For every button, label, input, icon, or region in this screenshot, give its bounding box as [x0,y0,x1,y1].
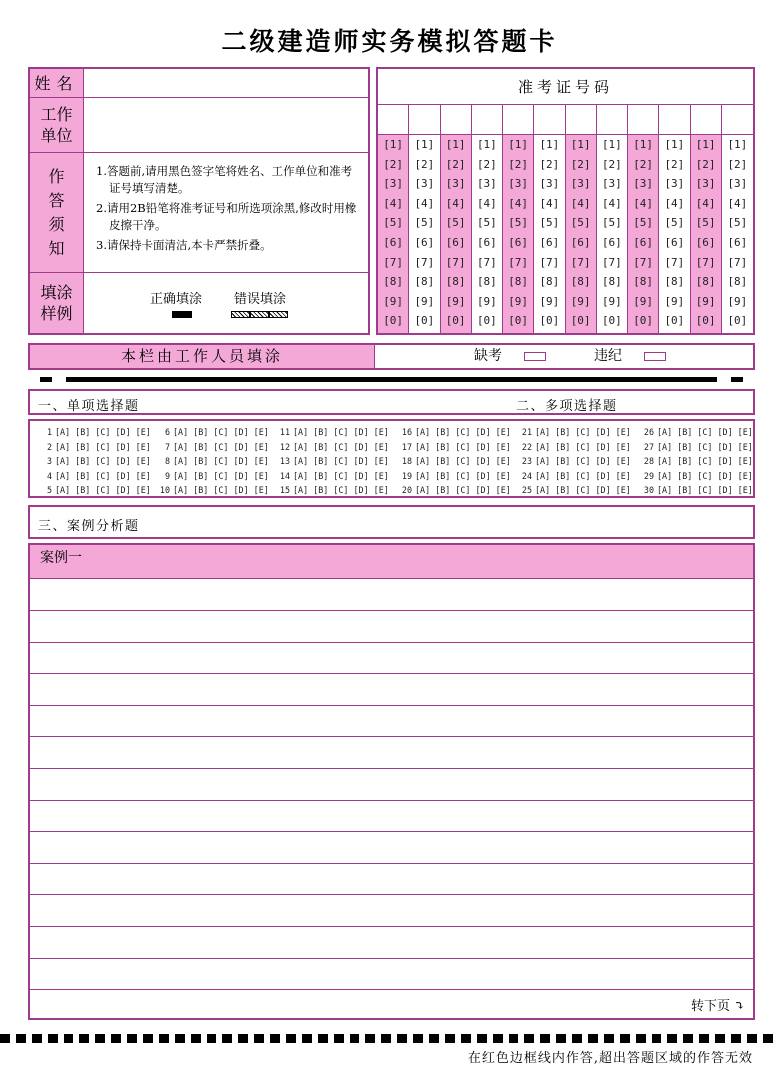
option-bubbles[interactable]: [A] [B] [C] [D] [E] [55,441,151,452]
exam-id-digit-bubble[interactable]: [3] [383,177,404,191]
note-3: 3.请保持卡面清洁,本卡严禁折叠。 [96,238,272,252]
exam-id-digit-bubble[interactable]: [1] [695,138,716,151]
option-bubbles[interactable]: [A] [B] [C] [D] [E] [293,427,389,437]
exam-id-column[interactable] [691,105,722,333]
note-1: 1.答题前,请用黑色签字笔将姓名、工作单位和准考证号填写清楚。 [96,164,353,195]
answer-line[interactable] [30,736,753,737]
notice-label: 作 答 须 知 [30,153,84,272]
choice-question[interactable] [276,485,389,495]
correct-fill-label: 正确填涂 [150,292,203,307]
staff-label: 本栏由工作人员填涂 [30,345,375,368]
answer-line[interactable] [30,610,753,611]
option-bubbles[interactable]: [A] [B] [C] [D] [E] [415,456,511,466]
question-number: 26 [643,427,654,437]
exam-id-digit-bubble[interactable]: [2] [727,157,748,171]
exam-id-column[interactable] [628,105,659,333]
violation-label: 违纪 [594,348,622,364]
question-number: 10 [159,485,170,495]
choice-question[interactable] [156,471,269,481]
exam-id-column[interactable] [534,105,565,333]
exam-id-digit-bubble[interactable]: [6] [695,235,716,249]
exam-id-write-cell[interactable] [441,105,471,135]
exam-id-digit-bubble[interactable]: [0] [695,314,716,328]
option-bubbles[interactable]: [A] [B] [C] [D] [E] [293,441,389,452]
question-number: 27 [643,441,654,452]
exam-id-digit-bubble[interactable]: [2] [476,157,497,171]
timing-mark [40,377,52,382]
exam-id-digit-bubble[interactable]: [4] [414,196,435,210]
choice-question[interactable] [276,456,389,466]
correct-fill-sample [172,311,192,318]
exam-id-digit-bubble[interactable]: [1] [383,138,404,151]
exam-id-digit-bubble[interactable]: [3] [414,177,435,191]
choice-question[interactable] [156,442,269,452]
exam-id-write-cell[interactable] [597,105,627,135]
name-row [30,69,368,98]
choice-question[interactable] [276,442,389,452]
exam-id-digit-bubble[interactable]: [3] [727,177,748,191]
exam-id-digit-bubble[interactable]: [7] [695,255,716,269]
exam-id-digit-bubble[interactable]: [6] [539,235,560,249]
answer-line[interactable] [30,989,753,990]
answer-line[interactable] [30,800,753,801]
exam-id-digit-bubble[interactable]: [0] [445,314,466,328]
choice-question[interactable] [518,485,631,495]
exam-id-column[interactable] [597,105,628,333]
timing-mark [731,377,743,382]
exam-id-digit-bubble[interactable]: [3] [539,177,560,191]
note-2: 2.请用2B铅笔将准考证号和所选项涂黑,修改时用橡皮擦干净。 [96,201,357,232]
exam-id-digit-bubble[interactable]: [9] [445,294,466,308]
exam-id-digit-bubble[interactable]: [2] [539,157,560,171]
option-bubbles[interactable]: [A] [B] [C] [D] [E] [173,470,269,481]
exam-id-digit-bubble[interactable]: [7] [727,255,748,269]
exam-id-digit-bubble[interactable]: [5] [570,216,591,230]
wrong-fill-sample [231,311,288,318]
name-label: 姓名 [30,69,84,97]
exam-id-digit-bubble[interactable]: [5] [695,216,716,230]
exam-id-write-cell[interactable] [722,105,753,135]
choice-question[interactable] [640,471,753,481]
exam-id-write-cell[interactable] [691,105,721,135]
exam-id-digit-bubble[interactable]: [1] [445,138,466,151]
exam-id-write-cell[interactable] [659,105,689,135]
exam-id-digit-bubble[interactable]: [2] [383,157,404,171]
choice-question[interactable] [156,485,269,495]
exam-id-digit-bubble[interactable]: [0] [601,314,622,328]
option-bubbles[interactable]: [A] [B] [C] [D] [E] [415,485,511,495]
exam-id-digit-bubble[interactable]: [4] [476,196,497,210]
exam-id-digit-bubble[interactable]: [6] [570,235,591,249]
choice-question[interactable] [38,442,151,452]
choice-question[interactable] [276,471,389,481]
choice-question[interactable] [640,456,753,466]
exam-id-digit-bubble[interactable]: [7] [633,255,654,269]
question-number: 25 [521,485,532,495]
exam-id-digit-bubble[interactable]: [5] [601,216,622,230]
exam-id-digit-bubble[interactable]: [8] [383,275,404,289]
option-bubbles[interactable]: [A] [B] [C] [D] [E] [657,441,753,452]
exam-id-digit-bubble[interactable]: [5] [508,216,529,230]
question-number: 3 [46,456,52,466]
choice-question[interactable] [398,485,511,495]
option-bubbles[interactable]: [A] [B] [C] [D] [E] [173,456,269,466]
choice-question[interactable] [38,456,151,466]
exam-id-digit-bubble[interactable]: [9] [633,294,654,308]
sample-row [30,273,368,333]
choice-question[interactable] [518,427,631,437]
exam-id-digit-bubble[interactable]: [8] [570,275,591,289]
choice-question[interactable] [640,427,753,437]
option-bubbles[interactable]: [A] [B] [C] [D] [E] [173,485,269,495]
case-section-head [28,505,755,539]
exam-id-digit-bubble[interactable]: [0] [383,314,404,328]
exam-id-digit-bubble[interactable]: [5] [445,216,466,230]
exam-id-digit-bubble[interactable]: [4] [664,196,685,210]
question-number: 14 [279,470,290,481]
option-bubbles[interactable]: [A] [B] [C] [D] [E] [173,441,269,452]
option-bubbles[interactable]: [A] [B] [C] [D] [E] [55,456,151,466]
question-number: 18 [401,456,412,466]
exam-id-column[interactable] [472,105,503,333]
exam-id-digit-bubble[interactable]: [1] [664,138,685,151]
exam-id-digit-bubble[interactable]: [1] [570,138,591,151]
exam-id-digit-bubble[interactable]: [5] [383,216,404,230]
exam-id-digit-bubble[interactable]: [3] [633,177,654,191]
exam-id-digit-bubble[interactable]: [2] [414,157,435,171]
exam-id-digit-bubble[interactable]: [7] [570,255,591,269]
exam-id-digit-bubble[interactable]: [6] [445,235,466,249]
question-number: 6 [164,427,170,437]
choice-question[interactable] [38,485,151,495]
exam-id-digit-bubble[interactable]: [9] [727,294,748,308]
exam-id-column[interactable] [722,105,753,333]
turn-page-label: 转下页 ⤵ [690,999,745,1014]
exam-id-digit-bubble[interactable]: [6] [383,235,404,249]
sample-label: 填涂 样例 [30,273,84,333]
exam-id-digit-bubble[interactable]: [7] [414,255,435,269]
exam-id-digit-bubble[interactable]: [4] [383,196,404,210]
exam-id-digit-bubble[interactable]: [4] [601,196,622,210]
exam-id-digit-bubble[interactable]: [6] [476,235,497,249]
exam-id-digit-bubble[interactable]: [2] [445,157,466,171]
footer-note: 在红色边框线内作答,超出答题区域的作答无效 [467,1051,753,1066]
exam-id-digit-bubble[interactable]: [6] [414,235,435,249]
question-number: 23 [521,456,532,466]
choice-question[interactable] [156,456,269,466]
exam-id-digit-bubble[interactable]: [9] [601,294,622,308]
option-bubbles[interactable]: [A] [B] [C] [D] [E] [55,427,151,437]
option-bubbles[interactable]: [A] [B] [C] [D] [E] [55,470,151,481]
info-block [28,67,370,335]
exam-id-digit-bubble[interactable]: [9] [664,294,685,308]
option-bubbles[interactable]: [A] [B] [C] [D] [E] [657,456,753,466]
exam-id-digit-bubble[interactable]: [1] [508,138,529,151]
staff-row [28,343,755,370]
exam-id-digit-bubble[interactable]: [7] [508,255,529,269]
notice-row [30,153,368,273]
single-choice-title: 一、单项选择题 [38,399,140,414]
choice-answer-grid[interactable] [28,419,755,498]
absent-label: 缺考 [474,348,502,364]
exam-id-digit-bubble[interactable]: [1] [539,138,560,151]
unit-row [30,98,368,153]
exam-id-digit-bubble[interactable]: [8] [414,275,435,289]
question-number: 21 [521,427,532,437]
answer-line[interactable] [30,642,753,643]
question-number: 11 [279,427,290,437]
answer-line[interactable] [30,926,753,927]
option-bubbles[interactable]: [A] [B] [C] [D] [E] [657,427,753,437]
option-bubbles[interactable]: [A] [B] [C] [D] [E] [173,427,269,437]
case-answer-area[interactable] [28,543,755,1020]
answer-line[interactable] [30,894,753,895]
exam-id-digit-bubble[interactable]: [5] [664,216,685,230]
option-bubbles[interactable]: [A] [B] [C] [D] [E] [293,456,389,466]
exam-id-digit-bubble[interactable]: [4] [539,196,560,210]
exam-id-block [376,67,755,335]
exam-id-digit-bubble[interactable]: [8] [445,275,466,289]
option-bubbles[interactable]: [A] [B] [C] [D] [E] [657,485,753,495]
exam-id-digit-bubble[interactable]: [9] [695,294,716,308]
exam-id-digit-bubble[interactable]: [4] [727,196,748,210]
exam-id-digit-bubble[interactable]: [9] [383,294,404,308]
exam-id-digit-bubble[interactable]: [7] [539,255,560,269]
exam-id-digit-bubble[interactable]: [2] [508,157,529,171]
option-bubbles[interactable]: [A] [B] [C] [D] [E] [535,456,631,466]
exam-id-write-cell[interactable] [378,105,408,135]
option-bubbles[interactable]: [A] [B] [C] [D] [E] [535,485,631,495]
exam-id-digit-bubble[interactable]: [2] [695,157,716,171]
exam-id-digit-bubble[interactable]: [1] [476,138,497,151]
exam-id-digit-bubble[interactable]: [0] [508,314,529,328]
question-number: 9 [164,470,170,481]
exam-id-digit-bubble[interactable]: [5] [633,216,654,230]
exam-id-column[interactable] [659,105,690,333]
answer-line[interactable] [30,673,753,674]
exam-id-digit-bubble[interactable]: [3] [664,177,685,191]
exam-id-digit-bubble[interactable]: [0] [539,314,560,328]
exam-id-digit-bubble[interactable]: [6] [664,235,685,249]
exam-id-digit-bubble[interactable]: [2] [633,157,654,171]
answer-line[interactable] [30,831,753,832]
exam-id-column[interactable] [378,105,409,333]
exam-id-column[interactable] [409,105,440,333]
option-bubbles[interactable]: [A] [B] [C] [D] [E] [535,441,631,452]
exam-id-digit-bubble[interactable]: [2] [664,157,685,171]
question-number: 5 [46,485,52,495]
exam-id-write-cell[interactable] [628,105,658,135]
exam-id-digit-bubble[interactable]: [6] [727,235,748,249]
notice-text [96,163,362,257]
exam-id-digit-bubble[interactable]: [9] [476,294,497,308]
exam-id-digit-bubble[interactable]: [0] [664,314,685,328]
option-bubbles[interactable]: [A] [B] [C] [D] [E] [657,470,753,481]
exam-id-digit-bubble[interactable]: [9] [570,294,591,308]
case-head: 案例一 [30,545,753,579]
exam-id-digit-bubble[interactable]: [5] [476,216,497,230]
exam-id-digit-bubble[interactable]: [0] [570,314,591,328]
choice-question[interactable] [640,485,753,495]
option-bubbles[interactable]: [A] [B] [C] [D] [E] [415,441,511,452]
choice-question[interactable] [640,442,753,452]
exam-id-digit-bubble[interactable]: [1] [414,138,435,151]
exam-id-digit-bubble[interactable]: [7] [664,255,685,269]
exam-id-digit-bubble[interactable]: [9] [508,294,529,308]
unit-label: 工作 单位 [30,98,84,152]
exam-id-write-cell[interactable] [566,105,596,135]
choice-question[interactable] [38,471,151,481]
choice-question[interactable] [398,442,511,452]
exam-id-digit-bubble[interactable]: [0] [414,314,435,328]
choice-question[interactable] [518,442,631,452]
question-number: 2 [46,441,52,452]
exam-id-digit-bubble[interactable]: [5] [539,216,560,230]
choice-question[interactable] [518,471,631,481]
exam-id-digit-bubble[interactable]: [5] [414,216,435,230]
exam-id-digit-bubble[interactable]: [6] [508,235,529,249]
exam-id-digit-bubble[interactable]: [8] [695,275,716,289]
exam-id-digit-bubble[interactable]: [4] [445,196,466,210]
option-bubbles[interactable]: [A] [B] [C] [D] [E] [415,470,511,481]
exam-id-write-cell[interactable] [472,105,502,135]
question-number: 29 [643,470,654,481]
question-number: 12 [279,441,290,452]
answer-line[interactable] [30,705,753,706]
option-bubbles[interactable]: [A] [B] [C] [D] [E] [293,470,389,481]
exam-id-digit-bubble[interactable]: [2] [570,157,591,171]
choice-question[interactable] [156,427,269,437]
exam-id-digit-bubble[interactable]: [4] [695,196,716,210]
exam-id-column[interactable] [441,105,472,333]
exam-id-digit-bubble[interactable]: [8] [508,275,529,289]
exam-id-digit-bubble[interactable]: [7] [383,255,404,269]
exam-id-digit-bubble[interactable]: [7] [445,255,466,269]
exam-id-digit-bubble[interactable]: [1] [727,138,748,151]
answer-line[interactable] [30,863,753,864]
exam-id-digit-bubble[interactable]: [9] [539,294,560,308]
exam-id-digit-bubble[interactable]: [8] [633,275,654,289]
option-bubbles[interactable]: [A] [B] [C] [D] [E] [415,427,511,437]
exam-id-column[interactable] [566,105,597,333]
exam-id-digit-bubble[interactable]: [8] [664,275,685,289]
exam-id-digit-bubble[interactable]: [2] [601,157,622,171]
question-number: 4 [46,470,52,481]
question-number: 1 [46,427,52,437]
exam-id-digit-bubble[interactable]: [8] [539,275,560,289]
exam-id-write-cell[interactable] [503,105,533,135]
exam-id-digit-bubble[interactable]: [9] [414,294,435,308]
exam-id-title: 准考证号码 [378,69,753,105]
question-number: 22 [521,441,532,452]
exam-id-digit-bubble[interactable]: [3] [570,177,591,191]
choice-question[interactable] [398,456,511,466]
choice-question[interactable] [518,456,631,466]
exam-id-digit-bubble[interactable]: [7] [476,255,497,269]
question-number: 8 [164,456,170,466]
exam-id-digit-bubble[interactable]: [0] [476,314,497,328]
absent-box[interactable] [524,352,546,361]
answer-line[interactable] [30,768,753,769]
question-number: 30 [643,485,654,495]
choice-question[interactable] [276,427,389,437]
case-section-title: 三、案例分析题 [38,519,140,534]
option-bubbles[interactable]: [A] [B] [C] [D] [E] [535,470,631,481]
question-number: 17 [401,441,412,452]
exam-id-write-cell[interactable] [409,105,439,135]
exam-id-digit-bubble[interactable]: [6] [601,235,622,249]
turn-arrow-icon: ⤵ [729,999,745,1014]
exam-id-digit-bubble[interactable]: [8] [601,275,622,289]
bottom-dash-line [0,1034,779,1043]
exam-id-digit-bubble[interactable]: [3] [695,177,716,191]
choice-question[interactable] [398,427,511,437]
wrong-fill-label: 错误填涂 [234,292,287,307]
exam-id-digit-bubble[interactable]: [3] [476,177,497,191]
exam-id-digit-bubble[interactable]: [5] [727,216,748,230]
exam-id-digit-bubble[interactable]: [4] [570,196,591,210]
exam-id-digit-bubble[interactable]: [4] [633,196,654,210]
exam-id-column[interactable] [503,105,534,333]
timing-bar [66,377,717,382]
question-number: 20 [401,485,412,495]
question-number: 24 [521,470,532,481]
choice-section-head [28,389,755,415]
question-number: 16 [401,427,412,437]
question-number: 19 [401,470,412,481]
exam-id-digit-bubble[interactable]: [3] [601,177,622,191]
exam-id-digit-bubble[interactable]: [6] [633,235,654,249]
exam-id-digit-bubble[interactable]: [3] [508,177,529,191]
page-title: 二级建造师实务模拟答题卡 [221,27,558,56]
question-number: 28 [643,456,654,466]
exam-id-digit-bubble[interactable]: [7] [601,255,622,269]
exam-id-write-cell[interactable] [534,105,564,135]
question-number: 7 [164,441,170,452]
exam-id-digit-bubble[interactable]: [8] [727,275,748,289]
answer-line[interactable] [30,958,753,959]
option-bubbles[interactable]: [A] [B] [C] [D] [E] [293,485,389,495]
exam-id-digit-bubble[interactable]: [1] [601,138,622,151]
exam-id-digit-bubble[interactable]: [8] [476,275,497,289]
question-number: 13 [279,456,290,466]
exam-id-digit-bubble[interactable]: [4] [508,196,529,210]
exam-id-digit-bubble[interactable]: [3] [445,177,466,191]
violation-box[interactable] [644,352,666,361]
question-number: 15 [279,485,290,495]
choice-question[interactable] [398,471,511,481]
option-bubbles[interactable]: [A] [B] [C] [D] [E] [535,427,631,437]
option-bubbles[interactable]: [A] [B] [C] [D] [E] [55,485,151,495]
exam-id-digit-bubble[interactable]: [1] [633,138,654,151]
multi-choice-title: 二、多项选择题 [516,399,618,414]
exam-id-digit-bubble[interactable]: [0] [727,314,748,328]
exam-id-digit-bubble[interactable]: [0] [633,314,654,328]
choice-question[interactable] [38,427,151,437]
